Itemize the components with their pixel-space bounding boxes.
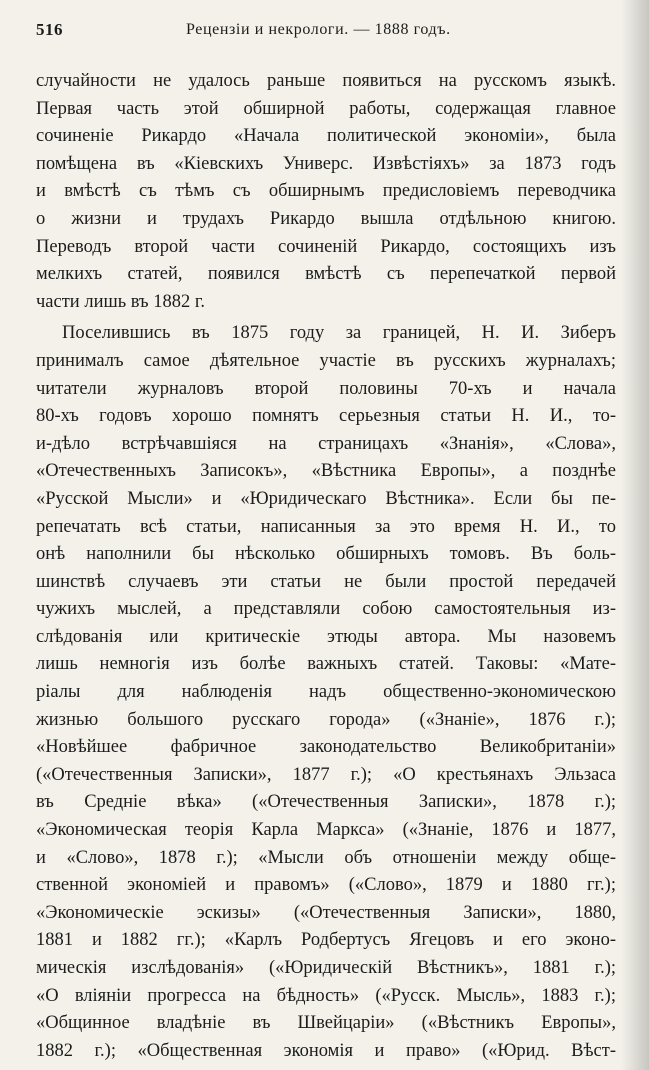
text-line: лишь немногія изъ болѣе важныхъ статей. Таковы: «Мате-: [36, 654, 616, 675]
text-line: «Экономическая теорія Карла Маркса» («Знаніе, 1876 и 1877,: [36, 820, 616, 841]
text-line: части лишь въ 1882 г.: [36, 291, 205, 312]
text-line: и-дѣло встрѣчавшіяся на страницахъ «Знанія», «Слова»,: [36, 433, 616, 454]
text-line: «Отечественныхъ Записокъ», «Вѣстника Европы», а позднѣе: [36, 461, 616, 482]
running-head: Рецензіи и некрологи. — 1888 годъ.: [186, 21, 451, 38]
text-line: мелкихъ статей, появился вмѣстѣ съ перепечаткой первой: [36, 264, 616, 285]
text-line: «Общинное владѣніе въ Швейцаріи» («Вѣстникъ Европы»,: [36, 1013, 616, 1034]
text-line: и «Слово», 1878 г.); «Мысли объ отношеніи между обще-: [36, 847, 616, 868]
text-line: репечатать всѣ статьи, написанныя за это время Н. И., то: [36, 516, 616, 537]
text-line: принималъ самое дѣятельное участіе въ русскихъ журналахъ;: [36, 350, 616, 371]
text-line: ственной экономіей и правомъ» («Слово», 1879 и 1880 гг.);: [36, 875, 616, 896]
text-line: «Русской Мысли» и «Юридическаго Вѣстника». Если бы пе-: [36, 488, 616, 509]
text-line: жизнью большого русскаго города» («Знаніе», 1876 г.);: [36, 709, 616, 730]
text-line: ріалы для наблюденія надъ общественно-экономическою: [36, 682, 616, 703]
page-gutter-shadow: [621, 0, 649, 1070]
text-line: въ Средніе вѣка» («Отечественныя Записки», 1878 г.);: [36, 792, 616, 813]
page-number: 516: [36, 20, 63, 39]
text-line: и вмѣстѣ съ тѣмъ съ обширнымъ предисловіемъ переводчика: [36, 181, 616, 202]
text-line: чужихъ мыслей, а представляли собою самостоятельныя из-: [36, 599, 616, 620]
text-line: («Отечественныя Записки», 1877 г.); «О крестьянахъ Эльзаса: [36, 764, 616, 785]
text-line: «Новѣйшее фабричное законодательство Великобританіи»: [36, 737, 616, 758]
text-line: о жизни и трудахъ Рикардо вышла отдѣльною книгою.: [36, 208, 616, 229]
text-line: Первая часть этой обширной работы, содержащая главное: [36, 98, 616, 119]
text-line: слѣдованія или критическіе этюды автора. Мы назовемъ: [36, 626, 616, 647]
text-line: Поселившись въ 1875 году за границей, Н. И. Зиберъ: [62, 323, 616, 344]
text-line: 80-хъ годовъ хорошо помнятъ серьезныя статьи Н. И., то-: [36, 406, 616, 427]
text-line: 1882 г.); «Общественная экономія и право» («Юрид. Вѣст-: [36, 1040, 616, 1061]
text-line: 1881 и 1882 гг.); «Карлъ Родбертусъ Ягецовъ и его эконо-: [36, 930, 616, 951]
text-line: помѣщена въ «Кіевскихъ Универс. Извѣстіяхъ» за 1873 годъ: [36, 153, 616, 174]
page-header: [36, 20, 616, 46]
text-line: читатели журналовъ второй половины 70-хъ и начала: [36, 378, 616, 399]
body-text: [36, 68, 616, 1065]
text-line: «Экономическіе эскизы» («Отечественныя Записки», 1880,: [36, 902, 616, 923]
text-line: случайности не удалось раньше появиться на русскомъ языкѣ.: [36, 71, 616, 91]
text-line: Переводъ второй части сочиненій Рикардо, состоящихъ изъ: [36, 236, 616, 257]
text-line: сочиненіе Рикардо «Начала политической экономіи», была: [36, 126, 616, 147]
text-line: шинствѣ случаевъ эти статьи не были простой передачей: [36, 571, 616, 592]
text-line: мическія изслѣдованія» («Юридическій Вѣстникъ», 1881 г.);: [36, 958, 616, 978]
text-line: «О вліяніи прогресса на бѣдность» («Русск. Мысль», 1883 г.);: [36, 985, 616, 1006]
text-line: онѣ наполнили бы нѣсколько обширныхъ томовъ. Въ боль-: [36, 544, 616, 565]
